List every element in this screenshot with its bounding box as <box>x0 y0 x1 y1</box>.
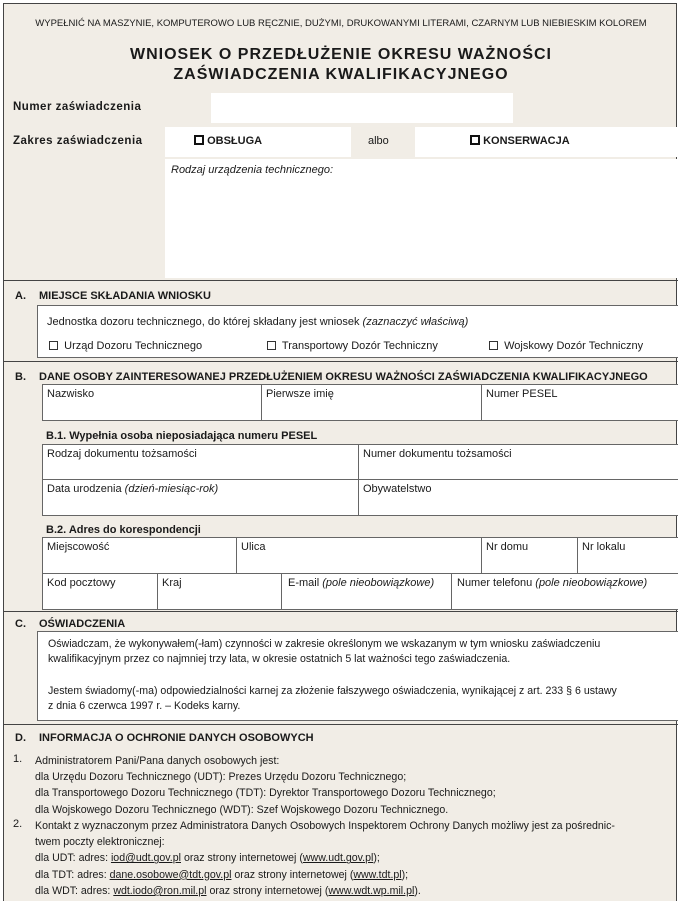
form-title-line1: WNIOSEK O PRZEDŁUŻENIE OKRESU WAŻNOŚCI <box>129 46 552 63</box>
dob-label: Data urodzenia (dzień-miesiąc-rok) <box>47 483 219 495</box>
item-2-text: Kontakt z wyznaczonym przez Administratora Danych Osobowych Inspektorem Ochrony Danych możliwy jest za pośrednic- twem poczty elektronicznej: dla UDT: adres: iod@udt.gov.pl oraz strony internetowej (www.udt.gov.pl); dla TDT: adres: dane.osobowe@tdt.gov.pl oraz strony internetowej (www.tdt.pl); dla WDT: adres: wdt.iodo@ron.mil.pl oraz strony internetowej (www.wdt.wp.mil.pl). <box>35 818 615 899</box>
pesel-field[interactable] <box>481 384 678 421</box>
phone-label: Numer telefonu (pole nieobowiązkowe) <box>457 577 648 589</box>
flat-number-field[interactable] <box>577 537 678 574</box>
device-type-label: Rodzaj urządzenia technicznego: <box>171 164 334 176</box>
scope-label: Zakres zaświadczenia <box>13 135 143 147</box>
udt-website-link[interactable]: www.udt.gov.pl <box>302 852 374 865</box>
item-2-number: 2. <box>13 818 23 830</box>
option-wdt[interactable]: Wojskowy Dozór Techniczny <box>489 340 643 353</box>
id-doc-number-field[interactable] <box>358 444 678 480</box>
house-number-field[interactable] <box>481 537 578 574</box>
divider <box>4 611 678 612</box>
first-name-field[interactable] <box>261 384 482 421</box>
id-doc-type-label: Rodzaj dokumentu tożsamości <box>47 448 197 460</box>
citizenship-field[interactable] <box>358 479 678 516</box>
wdt-website-link[interactable]: www.wdt.wp.mil.pl <box>328 884 415 897</box>
id-doc-type-field[interactable] <box>42 444 359 480</box>
section-a-box <box>37 305 678 358</box>
pesel-label: Numer PESEL <box>486 388 558 400</box>
form-title-line2: ZAŚWIADCZENIA KWALIFIKACYJNEGO <box>173 66 509 83</box>
wdt-checkbox[interactable] <box>489 341 498 350</box>
first-name-label: Pierwsze imię <box>266 388 334 400</box>
cert-number-field[interactable] <box>211 93 513 123</box>
street-field[interactable] <box>236 537 482 574</box>
cert-number-label: Numer zaświadczenia <box>13 101 142 113</box>
scope-konserwacja-option[interactable] <box>470 135 570 148</box>
device-type-field[interactable] <box>165 159 678 278</box>
udt-contact-line: dla UDT: adres: iod@udt.gov.pl oraz strony internetowej (www.udt.gov.pl); <box>35 852 380 865</box>
item-1-text: Administratorem Pani/Pana danych osobowych jest: dla Urzędu Dozoru Technicznego (UDT): Prezes Urzędu Dozoru Technicznego; dla Transportowego Dozoru Technicznego (TDT): Dyrektor Transportowego Dozoru Technicznego; dla Wojskowego Dozoru Technicznego (WDT): Szef Wojskowego Dozoru Technicznego. <box>35 755 496 816</box>
option-tdt[interactable]: Transportowy Dozór Techniczny <box>267 340 438 353</box>
tdt-email-link[interactable]: dane.osobowe@tdt.gov.pl <box>109 868 232 881</box>
section-c-letter: C. <box>15 618 26 630</box>
section-a-letter: A. <box>15 290 26 302</box>
section-c-title: OŚWIADCZENIA <box>39 618 126 630</box>
albo-text: albo <box>368 135 389 147</box>
udt-checkbox[interactable] <box>49 341 58 350</box>
section-d-letter: D. <box>15 732 26 744</box>
section-b-title: DANE OSOBY ZAINTERESOWANEJ PRZEDŁUŻENIEM OKRESU WAŻNOŚCI ZAŚWIADCZENIA KWALIFIKACYJNEGO <box>39 371 648 383</box>
dob-field[interactable] <box>42 479 359 516</box>
b1-title: B.1. Wypełnia osoba nieposiadająca numeru PESEL <box>46 430 318 442</box>
declarations-box <box>37 631 678 721</box>
section-a-text: Jednostka dozoru technicznego, do której składany jest wniosek (zaznaczyć właściwą) <box>47 316 469 328</box>
section-d-title: INFORMACJA O OCHRONIE DANYCH OSOBOWYCH <box>39 732 314 744</box>
surname-label: Nazwisko <box>47 388 95 400</box>
form-page <box>3 3 677 901</box>
country-label: Kraj <box>162 577 182 589</box>
surname-field[interactable] <box>42 384 262 421</box>
obsluga-label: OBSŁUGA <box>207 135 263 147</box>
tdt-website-link[interactable]: www.tdt.pl <box>353 868 402 881</box>
phone-field[interactable] <box>451 573 678 610</box>
scope-obsluga-option[interactable] <box>194 135 262 148</box>
email-field[interactable] <box>281 573 452 610</box>
street-label: Ulica <box>241 541 266 553</box>
divider <box>4 361 678 362</box>
wdt-email-link[interactable]: wdt.iodo@ron.mil.pl <box>113 884 207 897</box>
postal-code-label: Kod pocztowy <box>47 577 116 589</box>
section-b-letter: B. <box>15 371 26 383</box>
fill-instruction: WYPEŁNIĆ NA MASZYNIE, KOMPUTEROWO LUB RĘCZNIE, DUŻYMI, DRUKOWANYMI LITERAMI, CZARNYM LUB NIEBIESKIM KOLOREM <box>35 18 647 29</box>
b2-title: B.2. Adres do korespondencji <box>46 524 201 536</box>
declaration-2: Jestem świadomy(-ma) odpowiedzialności karnej za złożenie fałszywego oświadczenia, wynikającej z art. 233 § 6 ustawy z dnia 6 czerwca 1997 r. – Kodeks karny. <box>48 685 617 712</box>
divider <box>4 724 678 725</box>
tdt-contact-line: dla TDT: adres: dane.osobowe@tdt.gov.pl oraz strony internetowej (www.tdt.pl); <box>35 868 409 881</box>
wdt-contact-line: dla WDT: adres: wdt.iodo@ron.mil.pl oraz strony internetowej (www.wdt.wp.mil.pl). <box>35 884 421 897</box>
option-udt[interactable]: Urząd Dozoru Technicznego <box>49 340 202 353</box>
divider <box>4 280 678 281</box>
country-field[interactable] <box>157 573 282 610</box>
house-number-label: Nr domu <box>486 541 529 553</box>
obsluga-checkbox[interactable] <box>194 135 204 145</box>
declaration-1: Oświadczam, że wykonywałem(-łam) czynności w zakresie określonym we wskazanym w tym wniosku zaświadczeniu kwalifikacyjnym przez co najmniej trzy lata, w okresie ostatnich 5 lat ważności tego zaświadczenia. <box>48 638 601 665</box>
email-label: E-mail (pole nieobowiązkowe) <box>288 577 435 589</box>
city-field[interactable] <box>42 537 237 574</box>
postal-code-field[interactable] <box>42 573 158 610</box>
konserwacja-checkbox[interactable] <box>470 135 480 145</box>
id-doc-number-label: Numer dokumentu tożsamości <box>363 448 512 460</box>
section-a-title: MIEJSCE SKŁADANIA WNIOSKU <box>39 290 211 302</box>
konserwacja-label: KONSERWACJA <box>483 135 570 147</box>
tdt-checkbox[interactable] <box>267 341 276 350</box>
udt-email-link[interactable]: iod@udt.gov.pl <box>110 852 181 865</box>
flat-number-label: Nr lokalu <box>582 541 626 553</box>
item-1-number: 1. <box>13 753 23 765</box>
citizenship-label: Obywatelstwo <box>363 483 432 495</box>
city-label: Miejscowość <box>47 541 110 553</box>
